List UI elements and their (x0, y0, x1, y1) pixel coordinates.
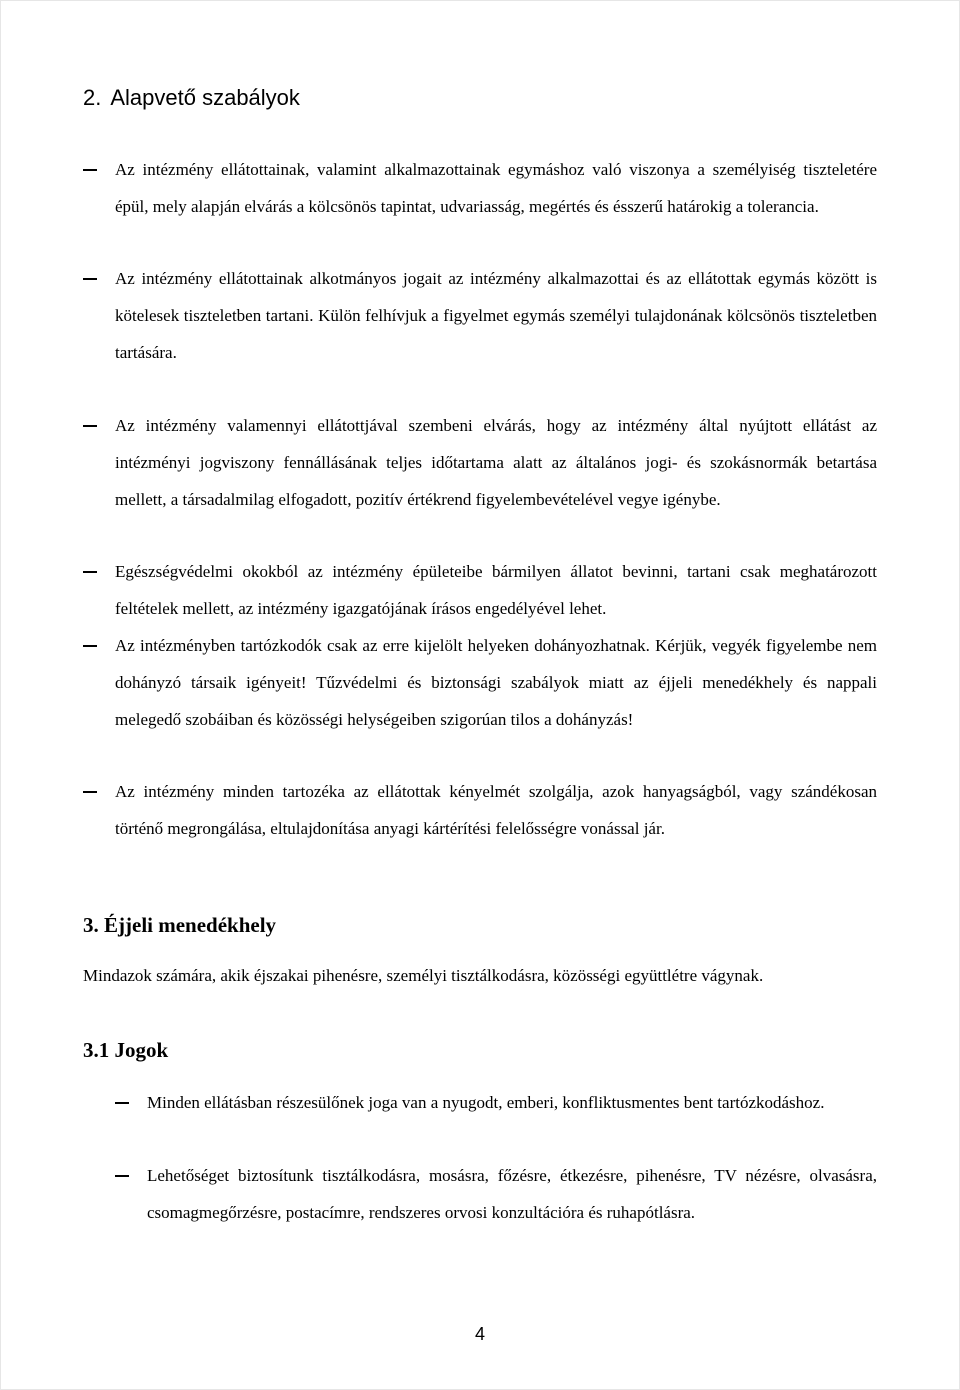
bullet-dash-icon (83, 645, 97, 647)
bullet-dash-icon (115, 1102, 129, 1104)
rule-item-5: Az intézményben tartózkodók csak az erre kijelölt helyeken dohányozhatnak. Kérjük, vegyék figyelembe nem dohányzó társaik igényeit! Tűzvédelmi és biztonsági szabályok miatt az éjjeli menedékhely és nappali melegedő szobáiban és közösségi helységeiben szigorúan tilos a dohányzás! (115, 636, 877, 729)
section-3-heading: 3. Éjjeli menedékhely (83, 913, 277, 937)
bullet-dash-icon (83, 425, 97, 427)
rule-item-6: Az intézmény minden tartozéka az ellátottak kényelmét szolgálja, azok hanyagságból, vagy szándékosan történő megrongálása, eltulajdonítása anyagi kártérítési felelősségre vonással jár. (115, 782, 877, 838)
bullet-dash-icon (115, 1175, 129, 1177)
rights-item-1: Minden ellátásban részesülőnek joga van a nyugodt, emberi, konfliktusmentes bent tartózkodáshoz. (147, 1093, 825, 1112)
bullet-dash-icon (83, 791, 97, 793)
bullet-dash-icon (83, 278, 97, 280)
section-2-title: Alapvető szabályok (110, 85, 300, 110)
section-2-heading (83, 84, 300, 112)
section-3-1-heading: 3.1 Jogok (83, 1038, 169, 1062)
section-2-number: 2. (83, 85, 102, 110)
rule-item-1: Az intézmény ellátottainak, valamint alkalmazottainak egymáshoz való viszonya a személyiség tiszteletére épül, mely alapján elvárás a kölcsönös tapintat, udvariasság, megértés és ésszerű határokig a tolerancia. (115, 160, 877, 216)
page-number: 4 (474, 1324, 485, 1344)
rule-item-2: Az intézmény ellátottainak alkotmányos jogait az intézmény alkalmazottai és az ellátottak egymás között is kötelesek tiszteletben tartani. Külön felhívjuk a figyelmet egymás személyi tulajdonának kölcsönös tiszteletben tartására. (115, 269, 877, 362)
rule-item-4: Egészségvédelmi okokból az intézmény épületeibe bármilyen állatot bevinni, tartani csak meghatározott feltételek mellett, az intézmény igazgatójának írásos engedélyével lehet. (115, 562, 877, 618)
rights-item-2: Lehetőséget biztosítunk tisztálkodásra, mosásra, főzésre, étkezésre, pihenésre, TV nézésre, olvasásra, csomagmegőrzésre, postacímre, rendszeres orvosi konzultációra és ruhapótlásra. (147, 1166, 877, 1222)
section-3-intro: Mindazok számára, akik éjszakai pihenésre, személyi tisztálkodásra, közösségi együttlétre vágynak. (83, 966, 764, 985)
bullet-dash-icon (83, 169, 97, 171)
rule-item-3: Az intézmény valamennyi ellátottjával szembeni elvárás, hogy az intézmény által nyújtott ellátást az intézményi jogviszony fennállásának teljes időtartama alatt az általános jogi- és szokásnormák betartása mellett, a társadalmilag elfogadott, pozitív értékrend figyelembevételével vegye igénybe. (115, 416, 877, 509)
bullet-dash-icon (83, 571, 97, 573)
